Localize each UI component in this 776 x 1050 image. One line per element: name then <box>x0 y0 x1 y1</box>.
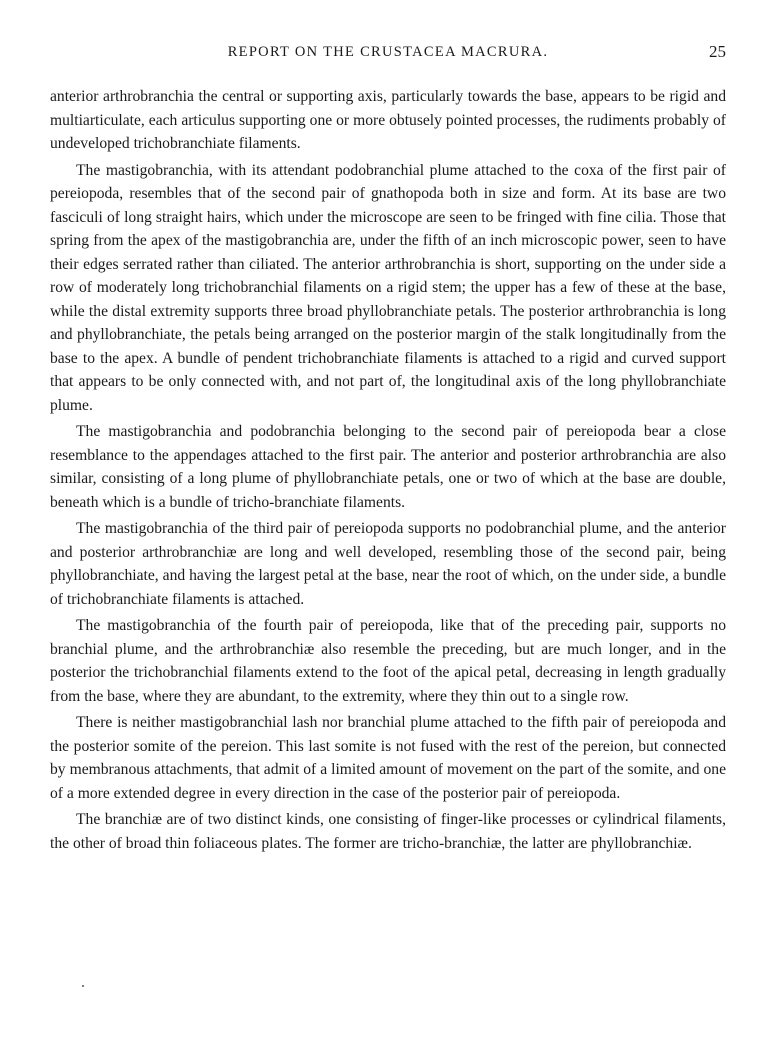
paragraph: The mastigobranchia and podobranchia belonging to the second pair of pereiopoda bear a close resemblance to the appendages attached to the first pair. The anterior and posterior arthrobranchia are also similar, consisting of a long plume of phyllobranchiate petals, one or two of which at the base are double, beneath which is a bundle of tricho-branchiate filaments. <box>50 423 726 511</box>
paragraph: The branchiæ are of two distinct kinds, one consisting of finger-like processes or cylindrical filaments, the other of broad thin foliaceous plates. The former are tricho-branchiæ, the latter are phyllobranchiæ. <box>50 811 726 852</box>
paragraph: There is neither mastigobranchial lash nor branchial plume attached to the fifth pair of pereiopoda and the posterior somite of the pereion. This last somite is not fused with the rest of the pereion, but connected by membranous attachments, that admit of a limited amount of movement on the part of the somite, and one of a more extended degree in every direction in the case of the posterior pair of pereiopoda. <box>50 714 726 802</box>
paragraph: The mastigobranchia of the fourth pair of pereiopoda, like that of the preceding pair, supports no branchial plume, and the arthrobranchiæ also resemble the preceding, but are much longer, and in the posterior the trichobranchial filaments extend to the foot of the apical petal, decreasing in length gradually from the base, where they are abundant, to the extremity, where they thin out to a single row. <box>50 617 726 705</box>
paragraph: The mastigobranchia of the third pair of pereiopoda supports no podobranchial plume, and the anterior and posterior arthrobranchiæ are long and well developed, resembling those of the second pair, being phyllobranchiate, and having the largest petal at the base, near the root of which, on the under side, a bundle of trichobranchiate filaments is attached. <box>50 520 726 608</box>
paragraph: The mastigobranchia, with its attendant podobranchial plume attached to the coxa of the first pair of pereiopoda, resembles that of the second pair of gnathopoda both in size and form. At its base are two fasciculi of long straight hairs, which under the microscope are seen to be fringed with fine cilia. Those that spring from the apex of the mastigobranchia are, under the fifth of an inch microscopic power, seen to have their edges serrated rather than ciliated. The anterior arthrobranchia is short, supporting on the under side a row of moderately long trichobranchial filaments on a rigid stem; the upper has a few of these at the base, while the distal extremity supports three broad phyllobranchiate petals. The posterior arthrobranchia is long and phyllobranchiate, the petals being arranged on the posterior margin of the stalk longitudinally from the base to the apex. A bundle of pendent trichobranchiate filaments is attached to a rigid and curved support that appears to be only connected with, and not part of, the longitudinal axis of the long phyllobranchiate plume. <box>50 161 726 414</box>
running-title: REPORT ON THE CRUSTACEA MACRURA. <box>227 44 549 60</box>
page-number: 25 <box>709 42 726 61</box>
running-head <box>50 44 726 68</box>
print-speck <box>82 985 84 987</box>
body-text <box>50 85 726 858</box>
paragraph-continuation: anterior arthrobranchia the central or supporting axis, particularly towards the base, appears to be rigid and multiarticulate, each articulus supporting one or more obtusely pointed processes, the rudiments probably of undeveloped trichobranchiate filaments. <box>50 88 726 152</box>
